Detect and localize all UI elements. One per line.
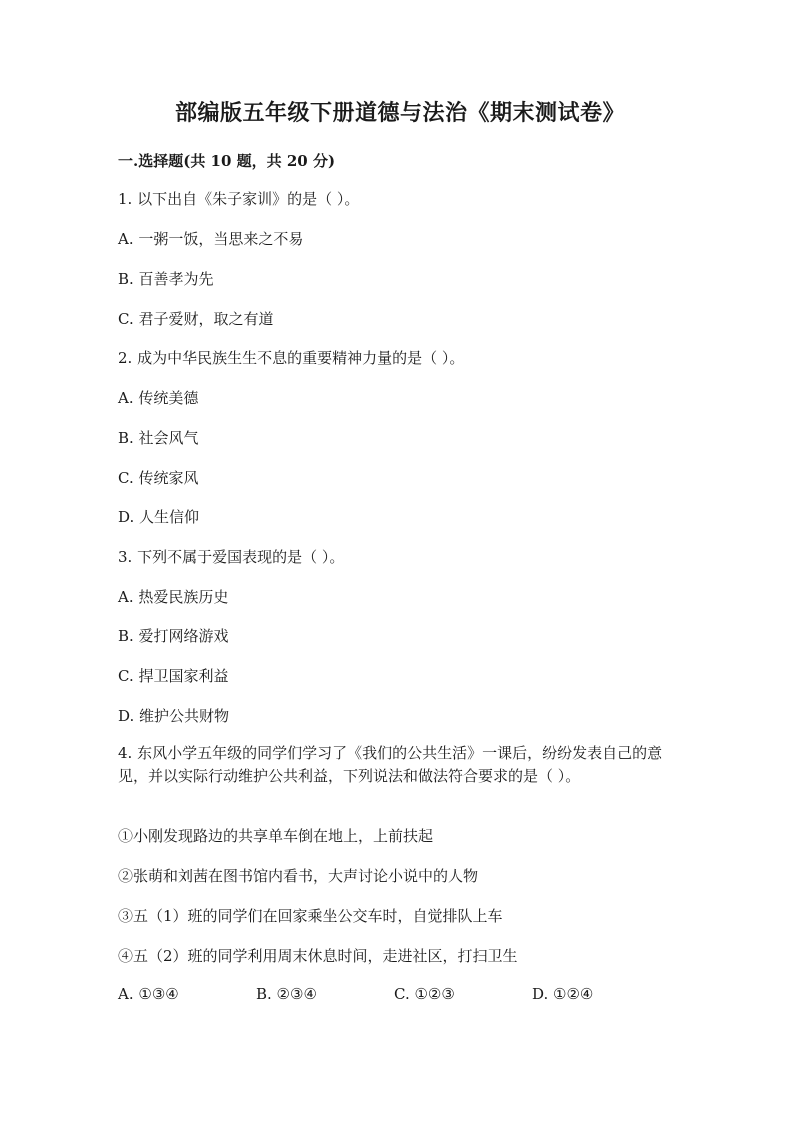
question-4-option-a: A. ①③④: [118, 985, 179, 1003]
question-3-option-b: B. 爱打网络游戏: [118, 627, 229, 645]
question-2-stem: 2. 成为中华民族生生不息的重要精神力量的是（ ）。: [118, 349, 465, 367]
question-2-option-d: D. 人生信仰: [118, 508, 200, 526]
question-3-option-d: D. 维护公共财物: [118, 707, 230, 725]
question-4-option-c: C. ①②③: [394, 985, 455, 1003]
section-heading: 一.选择题(共 10 题，共 20 分): [118, 152, 336, 170]
question-1-option-a: A. 一粥一饭，当思来之不易: [118, 230, 304, 248]
question-2-option-b: B. 社会风气: [118, 429, 199, 447]
question-1-stem: 1. 以下出自《朱子家训》的是（ ）。: [118, 190, 360, 208]
question-4-statement-3: ③五（1）班的同学们在回家乘坐公交车时，自觉排队上车: [118, 907, 503, 925]
question-4-statement-4: ④五（2）班的同学利用周末休息时间，走进社区，打扫卫生: [118, 947, 518, 965]
question-3-option-a: A. 热爱民族历史: [118, 588, 229, 606]
question-1-option-b: B. 百善孝为先: [118, 270, 214, 288]
question-2-option-a: A. 传统美德: [118, 389, 199, 407]
exam-title: 部编版五年级下册道德与法治《期末测试卷》: [174, 100, 625, 126]
question-4-statement-2: ②张萌和刘茜在图书馆内看书，大声讨论小说中的人物: [118, 867, 479, 885]
question-4-stem: 4. 东风小学五年级的同学们学习了《我们的公共生活》一课后，纷纷发表自己的意见，并以实际行动维护公共利益，下列说法和做法符合要求的是（ ）。: [118, 744, 663, 785]
question-2-option-c: C. 传统家风: [118, 469, 199, 487]
question-3-stem: 3. 下列不属于爱国表现的是（ ）。: [118, 548, 345, 566]
question-4-option-b: B. ②③④: [256, 985, 317, 1003]
question-4-option-d: D. ①②④: [532, 985, 594, 1003]
question-1-option-c: C. 君子爱财，取之有道: [118, 310, 274, 328]
question-3-option-c: C. 捍卫国家利益: [118, 667, 229, 685]
question-4-statement-1: ①小刚发现路边的共享单车倒在地上，上前扶起: [118, 827, 434, 845]
